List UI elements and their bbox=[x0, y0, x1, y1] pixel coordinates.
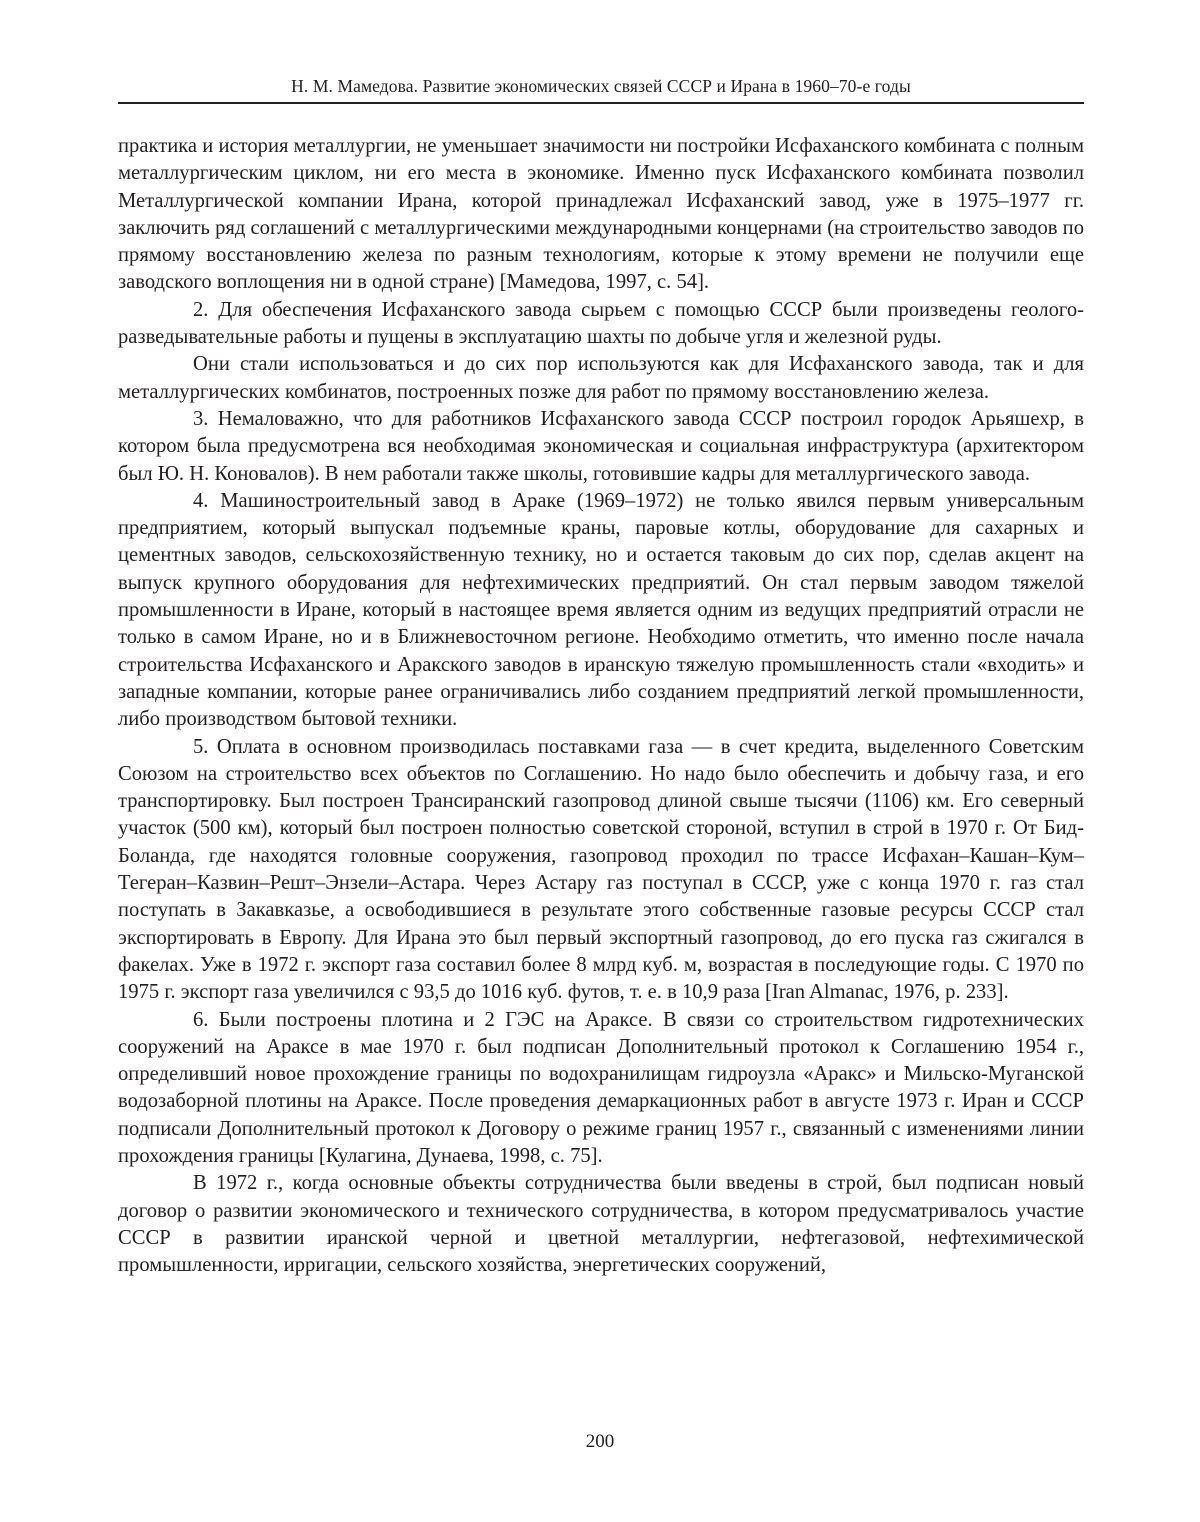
body-text bbox=[118, 133, 1084, 1279]
paragraph: 2. Для обеспечения Исфаханского завода сырьем с помощью СССР были произведены геолого-разведывательные работы и пущены в эксплуатацию шахты по добыче угля и железной руды. bbox=[118, 298, 1084, 349]
paragraph: 4. Машиностроительный завод в Араке (1969–1972) не только явился первым универсальным предприятием, который выпускал подъемные краны, паровые котлы, оборудование для сахарных и цементных заводов, сельскохозяйственную технику, но и остается таковым до сих пор, сделав акцент на выпуск крупного оборудования для нефтехимических предприятий. Он стал первым заводом тяжелой промышленности в Иране, который в настоящее время является одним из ведущих предприятий отрасли не только в самом Иране, но и в Ближневосточном регионе. Необходимо отметить, что именно после начала строительства Исфаханского и Аракского заводов в иранскую тяжелую промышленность стали «входить» и западные компании, которые ранее ограничивались либо созданием предприятий легкой промышленности, либо производством бытовой техники. bbox=[118, 489, 1084, 731]
running-header: Н. М. Мамедова. Развитие экономических связей СССР и Ирана в 1960–70-е годы bbox=[291, 76, 911, 96]
paragraph: 5. Оплата в основном производилась поставками газа — в счет кредита, выделенного Советским Союзом на строительство всех объектов по Соглашению. Но надо было обеспечить и добычу газа, и его транспортировку. Был построен Трансиранский газопровод длиной свыше тысячи (1106) км. Его северный участок (500 км), который был построен полностью советской стороной, вступил в строй в 1970 г. От Бид-Боланда, где находятся головные сооружения, газопровод проходил по трассе Исфахан–Кашан–Кум–Тегеран–Казвин–Решт–Энзели–Астара. Через Астару газ поступал в СССР, уже с конца 1970 г. газ стал поступать в Закавказье, а освободившиеся в результате этого собственные газовые ресурсы СССР стал экспортировать в Европу. Для Ирана это был первый экспортный газопровод, до его пуска газ сжигался в факелах. Уже в 1972 г. экспорт газа составил более 8 млрд куб. м, возрастая в последующие годы. С 1970 по 1975 г. экспорт газа увеличился с 93,5 до 1016 куб. футов, т. е. в 10,9 раза [Iran Almanac, 1976, p. 233]. bbox=[118, 735, 1084, 1004]
paragraph: 3. Немаловажно, что для работников Исфаханского завода СССР построил городок Арьяшехр, в котором была предусмотрена вся необходимая экономическая и социальная инфраструктура (архитектором был Ю. Н. Коновалов). В нем работали также школы, готовившие кадры для металлургического завода. bbox=[118, 407, 1084, 485]
paragraph: практика и история металлургии, не уменьшает значимости ни постройки Исфаханского комбината с полным металлургическим циклом, ни его места в экономике. Именно пуск Исфаханского комбината позволил Металлургической компании Ирана, которой принадлежал Исфаханский завод, уже в 1975–1977 гг. заключить ряд соглашений с металлургическими международными концернами (на строительство заводов по прямому восстановлению железа по разным технологиям, которые к этому времени не получили еще заводского воплощения ни в одной стране) [Мамедова, 1997, с. 54]. bbox=[118, 135, 1084, 294]
paragraph: 6. Были построены плотина и 2 ГЭС на Араксе. В связи со строительством гидротехнических сооружений на Араксе в мае 1970 г. был подписан Дополнительный протокол к Соглашению 1954 г., определивший новое прохождение границы по водохранилищам гидроузла «Аракс» и Мильско-Муганской водозаборной плотины на Араксе. После проведения демаркационных работ в августе 1973 г. Иран и СССР подписали Дополнительный протокол к Договору о режиме границ 1957 г., связанный с изменениями линии прохождения границы [Кулагина, Дунаева, 1998, с. 75]. bbox=[118, 1008, 1084, 1167]
header-rule bbox=[118, 102, 1084, 104]
page-number: 200 bbox=[585, 1431, 615, 1452]
paragraph: Они стали использоваться и до сих пор используются как для Исфаханского завода, так и для металлургических комбинатов, построенных позже для работ по прямому восстановлению железа. bbox=[118, 353, 1084, 403]
paragraph: В 1972 г., когда основные объекты сотрудничества были введены в строй, был подписан новый договор о развитии экономического и технического сотрудничества, в котором предусматривалось участие СССР в развитии иранской черной и цветной металлургии, нефтегазовой, нефтехимической промышленности, ирригации, сельского хозяйства, энергетических сооружений, bbox=[118, 1172, 1084, 1277]
